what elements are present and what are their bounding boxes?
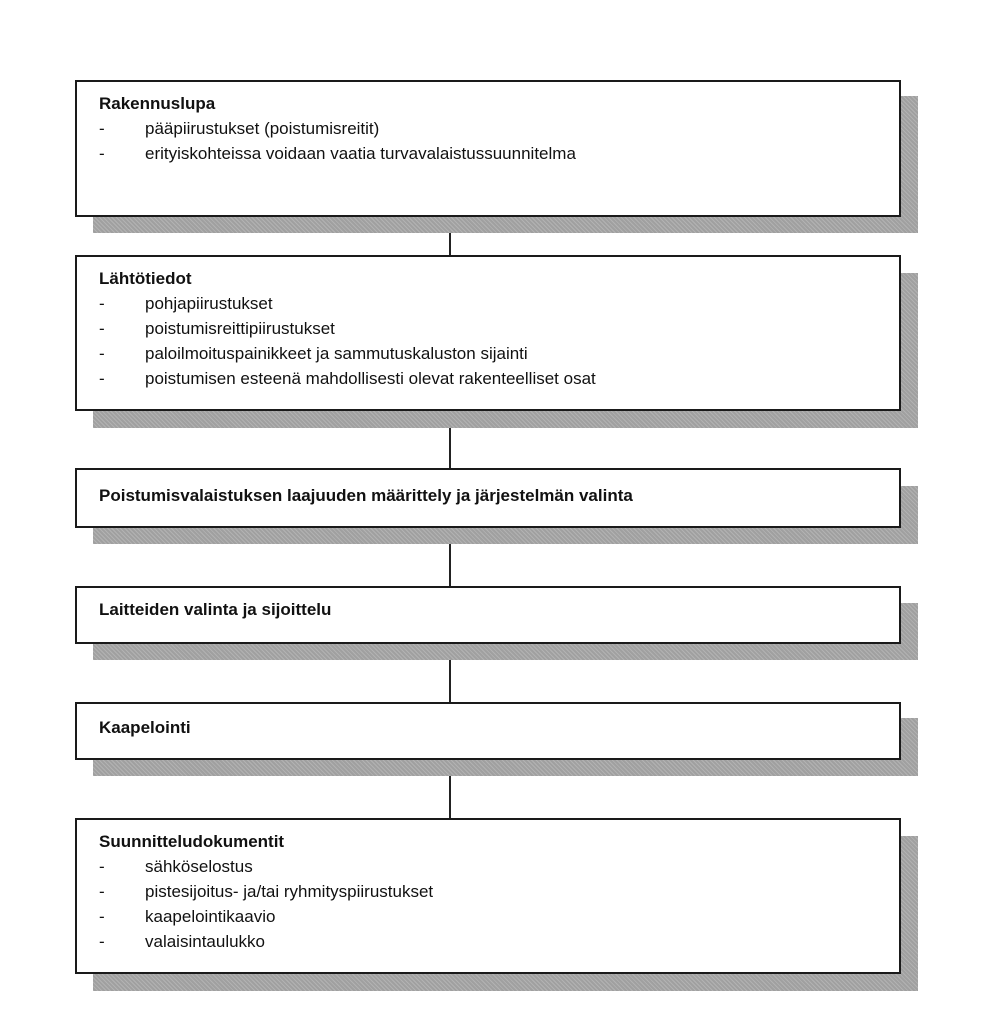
- step-box-rakennuslupa: [75, 80, 901, 217]
- step-item-list: [99, 854, 879, 954]
- step-item-list: [99, 116, 879, 166]
- list-item: [99, 316, 879, 341]
- bullet-dash: -: [99, 907, 105, 926]
- list-item: [99, 854, 879, 879]
- list-item: [99, 366, 879, 391]
- bullet-dash: -: [99, 144, 105, 163]
- bullet-dash: -: [99, 294, 105, 313]
- bullet-dash: -: [99, 857, 105, 876]
- list-item: [99, 341, 879, 366]
- step-title: Rakennuslupa: [99, 94, 216, 113]
- list-item: [99, 929, 879, 954]
- bullet-dash: -: [99, 319, 105, 338]
- bullet-dash: -: [99, 932, 105, 951]
- list-item-text: pääpiirustukset (poistumisreitit): [145, 119, 380, 138]
- bullet-dash: -: [99, 882, 105, 901]
- list-item-text: valaisintaulukko: [145, 932, 266, 951]
- list-item-text: sähköselostus: [145, 857, 253, 876]
- step-title: Laitteiden valinta ja sijoittelu: [99, 600, 332, 619]
- list-item: [99, 879, 879, 904]
- step-title: Suunnitteludokumentit: [99, 832, 285, 851]
- step-title: Lähtötiedot: [99, 269, 192, 288]
- list-item: [99, 116, 879, 141]
- list-item-text: paloilmoituspainikkeet ja sammutuskaluston sijainti: [145, 344, 528, 363]
- step-title: Kaapelointi: [99, 718, 191, 737]
- bullet-dash: -: [99, 119, 105, 138]
- list-item-text: erityiskohteissa voidaan vaatia turvavalaistussuunnitelma: [145, 144, 576, 163]
- list-item-text: pohjapiirustukset: [145, 294, 273, 313]
- bullet-dash: -: [99, 344, 105, 363]
- list-item-text: pistesijoitus- ja/tai ryhmityspiirustukset: [145, 882, 434, 901]
- step-box-suunnitteludokumentit: [75, 818, 901, 974]
- step-box-laitteiden-valinta: [75, 586, 901, 644]
- step-item-list: [99, 291, 879, 391]
- list-item: [99, 291, 879, 316]
- bullet-dash: -: [99, 369, 105, 388]
- step-box-laajuuden-maarittely: [75, 468, 901, 528]
- list-item: [99, 141, 879, 166]
- list-item: [99, 904, 879, 929]
- step-title: Poistumisvalaistuksen laajuuden määrittely ja järjestelmän valinta: [99, 486, 633, 505]
- list-item-text: poistumisen esteenä mahdollisesti olevat rakenteelliset osat: [145, 369, 596, 388]
- list-item-text: kaapelointikaavio: [145, 907, 276, 926]
- step-box-lahtotiedot: [75, 255, 901, 411]
- step-box-kaapelointi: [75, 702, 901, 760]
- list-item-text: poistumisreittipiirustukset: [145, 319, 335, 338]
